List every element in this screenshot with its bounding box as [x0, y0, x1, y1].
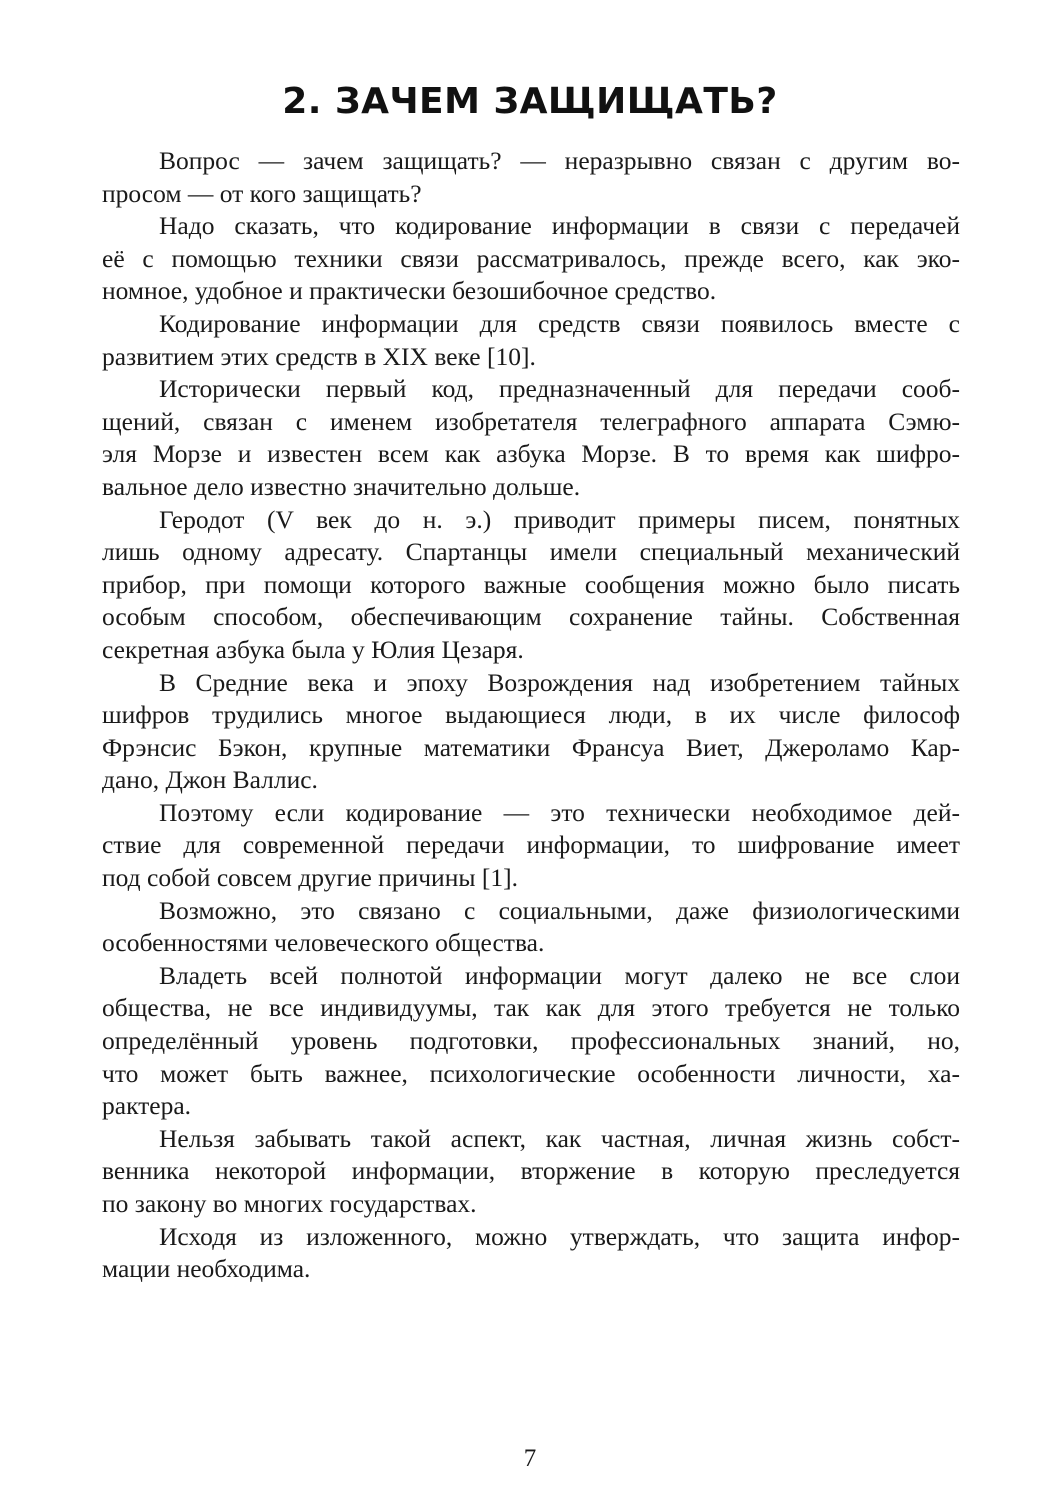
- paragraph: [102, 895, 960, 960]
- paragraph-line: шифров трудились многое выдающиеся люди, в их числе философ: [102, 700, 960, 730]
- paragraph-line: номное, удобное и практически безошибочное средство.: [102, 276, 717, 306]
- paragraph: [102, 308, 960, 373]
- paragraph-line: особым способом, обеспечивающим сохранение тайны. Собственная: [102, 602, 960, 632]
- paragraph-line: Фрэнсис Бэкон, крупные математики Франсуа Виет, Джероламо Кар-: [102, 732, 960, 762]
- paragraph: [102, 373, 960, 503]
- paragraph-line: Вопрос — зачем защищать? — неразрывно связан с другим во-: [159, 146, 960, 175]
- paragraph-line: секретная азбука была у Юлия Цезаря.: [102, 634, 524, 664]
- paragraph-line: щений, связан с именем изобретателя телеграфного аппарата Сэмю-: [102, 406, 960, 436]
- paragraph: [102, 960, 960, 1123]
- paragraph-line: Геродот (V век до н. э.) приводит примеры писем, понятных: [159, 504, 960, 534]
- paragraph-line: Нельзя забывать такой аспект, как частная, личная жизнь собст-: [159, 1123, 960, 1153]
- paragraph-line: Возможно, это связано с социальными, даже физиологическими: [159, 895, 960, 925]
- paragraph-line: просом — от кого защищать?: [102, 178, 422, 208]
- paragraph-line: ствие для современной передачи информации, то шифрование имеет: [102, 830, 960, 860]
- paragraph-line: мации необходима.: [102, 1254, 311, 1284]
- paragraph: [102, 504, 960, 667]
- paragraph-line: Исторически первый код, предназначенный для передачи сооб-: [159, 374, 960, 404]
- paragraph-line: лишь одному адресату. Спартанцы имели специальный механический: [102, 537, 960, 567]
- paragraph-line: что может быть важнее, психологические особенности личности, ха-: [102, 1058, 960, 1088]
- paragraph-line: Исходя из изложенного, можно утверждать, что защита инфор-: [159, 1221, 960, 1251]
- paragraph-line: особенностями человеческого общества.: [102, 928, 545, 958]
- paragraph-line: рактера.: [102, 1091, 192, 1121]
- page-number: 7: [523, 1445, 537, 1472]
- chapter-heading: 2. ЗАЧЕМ ЗАЩИЩАТЬ?: [282, 81, 778, 122]
- paragraph-line: по закону во многих государствах.: [102, 1189, 477, 1218]
- paragraph-line: Владеть всей полнотой информации могут далеко не все слои: [159, 960, 960, 990]
- paragraph-line: эля Морзе и известен всем как азбука Морзе. В то время как шифро-: [102, 439, 960, 469]
- paragraph-line: дано, Джон Валлис.: [102, 765, 318, 795]
- paragraph-line: определённый уровень подготовки, профессиональных знаний, но,: [102, 1026, 960, 1056]
- paragraph: [102, 210, 960, 308]
- paragraph: [102, 145, 960, 210]
- paragraph: [102, 1221, 960, 1286]
- paragraph-line: Кодирование информации для средств связи появилось вместе с: [159, 308, 960, 338]
- paragraph-line: под собой совсем другие причины [1].: [102, 863, 518, 893]
- paragraph-line: Надо сказать, что кодирование информации в связи с передачей: [159, 211, 960, 241]
- paragraph-line: Поэтому если кодирование — это технически необходимое дей-: [159, 797, 960, 827]
- paragraph-line: вальное дело известно значительно дольше.: [102, 471, 581, 501]
- paragraph-line: общества, не все индивидуумы, так как для этого требуется не только: [102, 993, 960, 1023]
- paragraph-line: её с помощью техники связи рассматривалось, прежде всего, как эко-: [102, 243, 960, 273]
- paragraph: [102, 667, 960, 797]
- paragraph-line: венника некоторой информации, вторжение в которую преследуется: [102, 1156, 960, 1186]
- paragraph-line: В Средние века и эпоху Возрождения над изобретением тайных: [159, 667, 960, 697]
- paragraph-line: развитием этих средств в XIX веке [10].: [102, 341, 536, 371]
- paragraph-line: прибор, при помощи которого важные сообщения можно было писать: [102, 569, 960, 599]
- paragraph: [102, 797, 960, 895]
- chapter-body: [102, 145, 960, 1286]
- paragraph: [102, 1123, 960, 1221]
